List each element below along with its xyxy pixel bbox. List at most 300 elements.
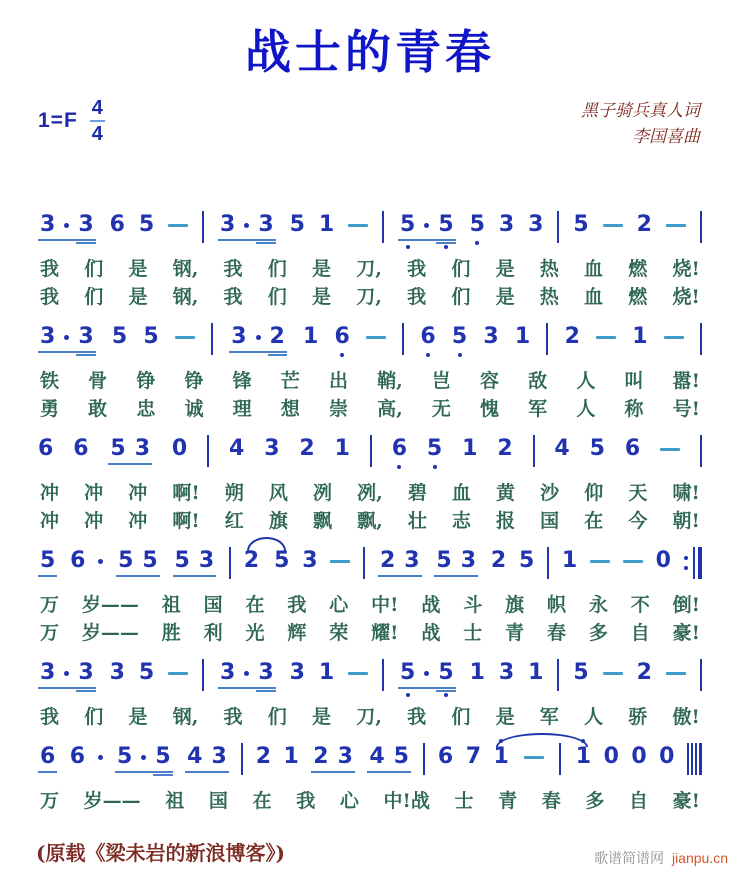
augmentation-dot [64, 335, 69, 340]
lyric-syllable: 国 [540, 510, 560, 532]
lyric-syllable: 军 [539, 706, 559, 728]
beam-group [116, 550, 160, 577]
lyric-syllable: 血 [584, 286, 604, 308]
note: 2 [269, 324, 285, 349]
lyric-syllable: 岁—— [81, 594, 139, 616]
rest-note: 0 [171, 436, 188, 461]
note: 6 [69, 744, 86, 769]
rest-note: 0 [631, 744, 647, 769]
note: 3 [404, 548, 420, 573]
lyric-syllable: 冲 [84, 482, 104, 504]
lyric-syllable: 啊! [172, 510, 200, 532]
lyric-syllable: 中!战 [383, 790, 430, 812]
note: 3 [40, 660, 56, 685]
note: 3 [134, 436, 151, 461]
lyric-syllable: 不 [630, 594, 650, 616]
beam-group [185, 746, 229, 773]
note: 4 [187, 744, 203, 769]
barline [559, 743, 561, 775]
beam-group [218, 662, 276, 689]
lyric-syllable: 壮 [407, 510, 427, 532]
source-note: (原载《梁未岩的新浪博客》) [36, 841, 285, 865]
note: 1 [334, 436, 350, 461]
lyric-syllable: 在 [584, 510, 604, 532]
note: 2 [497, 436, 513, 461]
notes-row [38, 546, 702, 590]
lyric-syllable: 荣 [329, 622, 349, 644]
lyric-syllable: 人 [576, 398, 596, 420]
barline [547, 547, 549, 579]
lyrics-row [38, 702, 702, 730]
lyrics-row [38, 786, 702, 814]
lyric-syllable: 勇 [40, 398, 60, 420]
note: 5 [518, 548, 535, 573]
barline [211, 323, 213, 355]
lyric-syllable: 是 [312, 706, 332, 728]
augmentation-dot [424, 223, 429, 228]
lyric-syllable: 我 [407, 258, 427, 280]
notes-row [38, 210, 702, 254]
lyric-syllable: 诚 [184, 398, 204, 420]
lyric-syllable: 祖 [161, 594, 181, 616]
augmentation-dot [98, 559, 103, 564]
lyric-syllable: 多 [588, 622, 608, 644]
barline [423, 743, 425, 775]
notes-row [38, 434, 702, 478]
lyric-syllable: 碧 [407, 482, 427, 504]
note: 6 [335, 326, 350, 348]
lyric-syllable: 岂 [431, 370, 451, 392]
note: 5 [138, 212, 155, 237]
lyric-syllable: 血 [584, 258, 604, 280]
lyrics-row [38, 254, 702, 282]
lyric-syllable: 铁 [40, 370, 60, 392]
duration-dash [330, 560, 350, 563]
lyric-syllable: 旗 [505, 594, 525, 616]
lyric-syllable: 称 [624, 398, 644, 420]
note: 5 [573, 660, 589, 685]
note: 1 [318, 212, 335, 237]
augmentation-dot [64, 671, 69, 676]
note: 3 [302, 548, 318, 573]
barline [533, 435, 535, 467]
note: 3 [231, 324, 247, 349]
lyric-syllable: 钢, [172, 706, 199, 728]
music-line [38, 322, 702, 422]
note: 3 [528, 212, 544, 237]
note: 5 [393, 744, 409, 769]
lyric-syllable: 烧! [672, 258, 700, 280]
lyric-syllable: 朔 [224, 482, 244, 504]
note: 5 [427, 438, 442, 460]
high-octave-dot [581, 739, 585, 743]
note: 1 [632, 324, 648, 349]
lyric-syllable: 飘 [312, 510, 332, 532]
low-octave-dot [444, 245, 448, 249]
lyric-syllable: 斗 [463, 594, 483, 616]
note: 5 [438, 662, 453, 684]
lyric-syllable: 飘, [357, 510, 383, 532]
lyric-syllable: 自 [630, 622, 650, 644]
barline [700, 323, 702, 355]
barline [557, 659, 559, 691]
lyrics-row [38, 282, 702, 310]
lyric-syllable: 铮 [136, 370, 156, 392]
time-signature [90, 98, 105, 144]
lyric-syllable: 士 [463, 622, 483, 644]
note: 3 [289, 660, 305, 685]
duration-dash [524, 756, 544, 759]
lyric-syllable: 在 [252, 790, 272, 812]
lyric-syllable: 我 [223, 286, 243, 308]
lyric-syllable: 我 [287, 594, 307, 616]
note: 3 [211, 744, 227, 769]
note: 5 [40, 548, 56, 573]
barline [229, 547, 231, 579]
lyric-syllable: 人 [576, 370, 596, 392]
lyric-syllable: 战 [421, 622, 441, 644]
lyric-syllable: 是 [312, 286, 332, 308]
lyric-syllable: 们 [451, 706, 471, 728]
note: 5 [143, 324, 159, 349]
lyric-syllable: 冽 [312, 482, 332, 504]
lyric-syllable: 们 [84, 286, 104, 308]
note: 1 [462, 436, 478, 461]
note: 5 [436, 548, 452, 573]
note: 5 [274, 548, 290, 573]
augmentation-dot [424, 671, 429, 676]
lyric-syllable: 中! [371, 594, 399, 616]
beam-group [108, 438, 152, 465]
beam-group [38, 214, 96, 241]
note: 3 [78, 212, 94, 237]
note: 6 [73, 436, 89, 461]
note: 5 [138, 660, 155, 685]
lyric-syllable: 燃 [628, 258, 648, 280]
lyric-syllable: 豪! [672, 622, 700, 644]
key-label: 1=F [38, 109, 78, 132]
time-numerator: 4 [91, 97, 103, 119]
music-line [38, 742, 702, 814]
barline [700, 211, 702, 243]
lyrics-row [38, 394, 702, 422]
note: 3 [78, 324, 94, 349]
lyric-syllable: 是 [312, 258, 332, 280]
meta-row [0, 82, 740, 162]
barline [382, 659, 384, 691]
note: 3 [498, 660, 515, 685]
barline [700, 659, 702, 691]
beam-group [378, 550, 422, 577]
lyric-syllable: 崇 [328, 398, 348, 420]
lyric-syllable: 心 [339, 790, 359, 812]
lyric-syllable: 刀, [356, 286, 382, 308]
note: 3 [258, 660, 274, 685]
lyric-syllable: 们 [84, 706, 104, 728]
lyric-syllable: 黄 [496, 482, 516, 504]
lyric-syllable: 冲 [84, 510, 104, 532]
lyric-syllable: 容 [480, 370, 500, 392]
beam-group [38, 662, 96, 689]
beam-group [229, 326, 287, 353]
lyric-syllable: 骄 [628, 706, 648, 728]
note: 1 [528, 660, 544, 685]
barline [382, 211, 384, 243]
augmentation-dot [244, 223, 249, 228]
lyric-syllable: 岁—— [83, 790, 141, 812]
beam-group [398, 214, 456, 241]
fraction-bar [90, 120, 105, 122]
lyric-syllable: 啸! [672, 482, 700, 504]
note: 3 [40, 212, 56, 237]
lyric-syllable: 利 [203, 622, 223, 644]
lyric-syllable: 啊! [172, 482, 200, 504]
lyric-syllable: 永 [588, 594, 608, 616]
lyric-syllable: 倒! [672, 594, 700, 616]
lyric-syllable: 无 [431, 398, 451, 420]
note: 5 [400, 214, 415, 236]
lyric-syllable: 心 [329, 594, 349, 616]
note: 3 [264, 436, 280, 461]
duration-dash [603, 672, 623, 675]
lyric-syllable: 沙 [540, 482, 560, 504]
duration-dash [623, 560, 643, 563]
lyric-syllable: 叫 [624, 370, 644, 392]
note: 5 [155, 744, 171, 769]
duration-dash [603, 224, 623, 227]
barline [546, 323, 548, 355]
duration-dash [168, 672, 188, 675]
lyric-syllable: 嚣! [672, 370, 700, 392]
lyric-syllable: 春 [546, 622, 566, 644]
note: 2 [255, 744, 271, 769]
low-octave-dot [458, 353, 462, 357]
barline [241, 743, 243, 775]
note: 2 [564, 324, 580, 349]
lyric-syllable: 报 [496, 510, 516, 532]
barline [370, 435, 372, 467]
music-line [38, 434, 702, 534]
note: 1 [561, 548, 578, 573]
lyric-syllable: 们 [267, 286, 287, 308]
watermark-site: 歌谱简谱网 [594, 850, 665, 866]
lyricist-credit: 黑子骑兵真人词 [581, 101, 700, 121]
credits [581, 98, 700, 151]
music-line [38, 210, 702, 310]
note: 6 [40, 744, 56, 769]
lyric-syllable: 傲! [672, 706, 700, 728]
watermark [594, 848, 728, 868]
slur-group [244, 550, 290, 572]
lyric-syllable: 红 [224, 510, 244, 532]
barline [402, 323, 404, 355]
lyric-syllable: 冲 [40, 510, 60, 532]
lyric-syllable: 志 [451, 510, 471, 532]
beam-group [38, 550, 57, 577]
lyric-syllable: 忠 [136, 398, 156, 420]
lyric-syllable: 旗 [268, 510, 288, 532]
barline [202, 211, 204, 243]
rest-note: 0 [603, 744, 619, 769]
notes-row [38, 658, 702, 702]
final-bar [687, 743, 702, 775]
lyric-syllable: 万 [40, 594, 60, 616]
note: 2 [313, 744, 329, 769]
lyric-syllable: 我 [40, 706, 60, 728]
lyric-syllable: 们 [451, 258, 471, 280]
lyric-syllable: 青 [505, 622, 525, 644]
lyric-syllable: 豪! [672, 790, 700, 812]
note: 2 [636, 660, 652, 685]
beam-group [398, 662, 456, 689]
repeat-dots [684, 556, 688, 570]
lyric-syllable: 冲 [40, 482, 60, 504]
lyric-syllable: 我 [407, 706, 427, 728]
lyric-syllable: 高, [377, 398, 403, 420]
note: 5 [452, 326, 467, 348]
note: 3 [78, 660, 94, 685]
watermark-link[interactable]: jianpu.cn [671, 850, 728, 866]
note: 5 [400, 662, 415, 684]
lyric-syllable: 刀, [356, 258, 382, 280]
slur-group [493, 746, 591, 775]
note: 5 [438, 214, 453, 236]
note: 3 [483, 324, 499, 349]
note: 6 [109, 212, 125, 237]
lyric-syllable: 青 [498, 790, 518, 812]
note: 3 [40, 324, 56, 349]
lyric-syllable: 骨 [88, 370, 108, 392]
music-line [38, 658, 702, 730]
note: 6 [392, 438, 407, 460]
note: 6 [38, 436, 54, 461]
low-octave-dot [397, 465, 401, 469]
lyric-syllable: 鞘, [377, 370, 403, 392]
lyric-syllable: 是 [128, 706, 148, 728]
beam-group [367, 746, 411, 773]
augmentation-dot [244, 671, 249, 676]
duration-dash [660, 448, 680, 451]
duration-dash [168, 224, 188, 227]
lyric-syllable: 冲 [128, 510, 148, 532]
duration-dash [590, 560, 610, 563]
duration-dash [666, 224, 686, 227]
note: 3 [220, 212, 236, 237]
lyric-syllable: 烧! [672, 286, 700, 308]
lyric-syllable: 血 [451, 482, 471, 504]
high-octave-dot [499, 739, 503, 743]
beam-group [38, 746, 57, 773]
low-octave-dot [433, 465, 437, 469]
lyric-syllable: 辉 [287, 622, 307, 644]
lyric-syllable: 国 [203, 594, 223, 616]
lyric-syllable: 们 [267, 706, 287, 728]
lyric-syllable: 我 [296, 790, 316, 812]
lyric-syllable: 人 [584, 706, 604, 728]
note: 2 [636, 212, 652, 237]
lyric-syllable: 我 [407, 286, 427, 308]
low-octave-dot [340, 353, 344, 357]
note: 1 [318, 660, 335, 685]
augmentation-dot [98, 755, 103, 760]
note: 6 [420, 326, 435, 348]
note: 4 [229, 436, 245, 461]
note: 3 [460, 548, 476, 573]
song-title: 战士的青春 [245, 25, 495, 79]
repeat-end-bar [684, 547, 702, 579]
beam-group [434, 550, 478, 577]
lyric-syllable: 岁—— [81, 622, 139, 644]
lyric-syllable: 仰 [584, 482, 604, 504]
note: 1 [469, 660, 485, 685]
lyric-syllable: 燃 [628, 286, 648, 308]
note: 5 [470, 214, 485, 236]
low-octave-dot [406, 693, 410, 697]
note: 6 [624, 436, 641, 461]
duration-dash [175, 336, 195, 339]
lyric-syllable: 是 [495, 286, 515, 308]
lyric-syllable: 是 [495, 706, 515, 728]
note: 7 [465, 744, 481, 769]
lyric-syllable: 万 [40, 790, 60, 812]
lyric-syllable: 我 [223, 706, 243, 728]
lyric-syllable: 出 [328, 370, 348, 392]
lyric-syllable: 钢, [172, 258, 199, 280]
beam-group [115, 746, 173, 773]
augmentation-dot [141, 755, 146, 760]
lyrics-row [38, 366, 702, 394]
beam-group [38, 326, 96, 353]
lyric-syllable: 芒 [280, 370, 300, 392]
lyric-syllable: 热 [539, 286, 559, 308]
key-signature [38, 98, 105, 144]
note: 5 [174, 548, 190, 573]
note: 5 [117, 744, 133, 769]
lyric-syllable: 万 [40, 622, 60, 644]
lyric-syllable: 自 [629, 790, 649, 812]
beam-group [311, 746, 355, 773]
beam-group [218, 214, 276, 241]
lyric-syllable: 光 [245, 622, 265, 644]
notes-row [38, 322, 702, 366]
note: 6 [437, 744, 454, 769]
note: 5 [111, 324, 128, 349]
note: 3 [109, 660, 125, 685]
duration-dash [366, 336, 386, 339]
barline [363, 547, 365, 579]
beam-group [173, 550, 217, 577]
lyric-syllable: 铮 [184, 370, 204, 392]
rest-note: 0 [659, 744, 675, 769]
low-octave-dot [444, 693, 448, 697]
lyric-syllable: 想 [280, 398, 300, 420]
barline [700, 435, 702, 467]
thin-bar [693, 547, 695, 579]
note: 3 [258, 212, 274, 237]
notes-row [38, 742, 702, 786]
note: 2 [379, 548, 396, 573]
note: 1 [283, 744, 299, 769]
low-octave-dot [426, 353, 430, 357]
note: 5 [589, 436, 605, 461]
barline [557, 211, 559, 243]
low-octave-dot [475, 241, 479, 245]
augmentation-dot [64, 223, 69, 228]
note: 1 [514, 324, 531, 349]
lyric-syllable: 们 [451, 286, 471, 308]
lyric-syllable: 军 [528, 398, 548, 420]
lyric-syllable: 祖 [165, 790, 185, 812]
